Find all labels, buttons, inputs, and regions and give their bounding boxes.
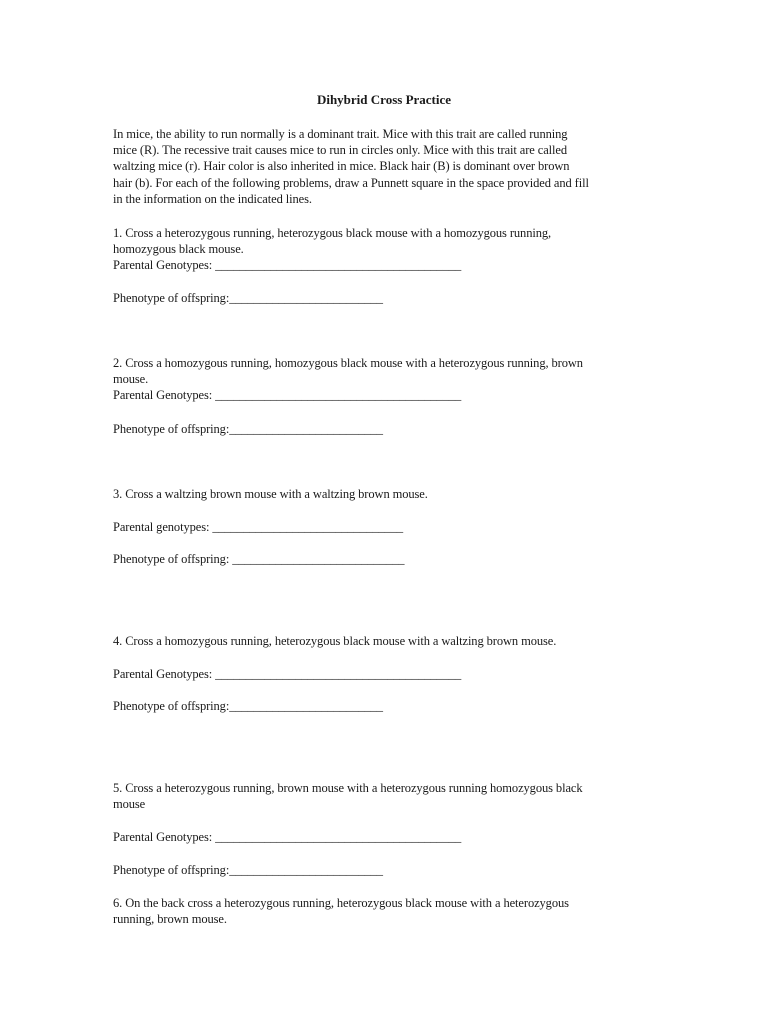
problem-3-text: 3. Cross a waltzing brown mouse with a waltzing brown mouse. — [113, 487, 428, 501]
problem-2-text: mouse. — [113, 372, 149, 386]
problem-1-text: 1. Cross a heterozygous running, heterozygous black mouse with a homozygous running, — [113, 226, 552, 240]
problem-5-phenotype-offspring: Phenotype of offspring:_________________________ — [113, 863, 383, 877]
problem-5-parental-genotypes: Parental Genotypes: ________________________________________ — [113, 830, 462, 844]
problem-1-text: homozygous black mouse. — [113, 242, 244, 256]
problem-6-text: running, brown mouse. — [113, 912, 227, 926]
problem-2-parental-genotypes: Parental Genotypes: ________________________________________ — [113, 388, 462, 402]
problem-4-text: 4. Cross a homozygous running, heterozygous black mouse with a waltzing brown mouse. — [113, 634, 557, 648]
intro-line: In mice, the ability to run normally is a dominant trait. Mice with this trait are called running — [113, 127, 568, 141]
problem-1-parental-genotypes: Parental Genotypes: ________________________________________ — [113, 258, 462, 272]
problem-4-phenotype-offspring: Phenotype of offspring:_________________________ — [113, 699, 383, 713]
intro-line: waltzing mice (r). Hair color is also inherited in mice. Black hair (B) is dominant over brown — [113, 159, 570, 173]
problem-2-phenotype-offspring: Phenotype of offspring:_________________________ — [113, 422, 383, 436]
intro-line: hair (b). For each of the following problems, draw a Punnett square in the space provided and fill — [113, 176, 589, 190]
problem-5-text: mouse — [113, 797, 146, 811]
problem-6-text: 6. On the back cross a heterozygous running, heterozygous black mouse with a heterozygous — [113, 896, 569, 910]
problem-4-parental-genotypes: Parental Genotypes: ________________________________________ — [113, 667, 462, 681]
problem-3-phenotype-offspring: Phenotype of offspring: ____________________________ — [113, 552, 405, 566]
intro-line: mice (R). The recessive trait causes mice to run in circles only. Mice with this trait are called — [113, 143, 568, 157]
problem-5-text: 5. Cross a heterozygous running, brown mouse with a heterozygous running homozygous black — [113, 781, 583, 795]
page-title: Dihybrid Cross Practice — [316, 92, 452, 107]
problem-2-text: 2. Cross a homozygous running, homozygous black mouse with a heterozygous running, brown — [113, 356, 583, 370]
problem-3-parental-genotypes: Parental genotypes: _______________________________ — [113, 520, 404, 534]
intro-line: in the information on the indicated lines. — [113, 192, 312, 206]
problem-1-phenotype-offspring: Phenotype of offspring:_________________________ — [113, 291, 383, 305]
